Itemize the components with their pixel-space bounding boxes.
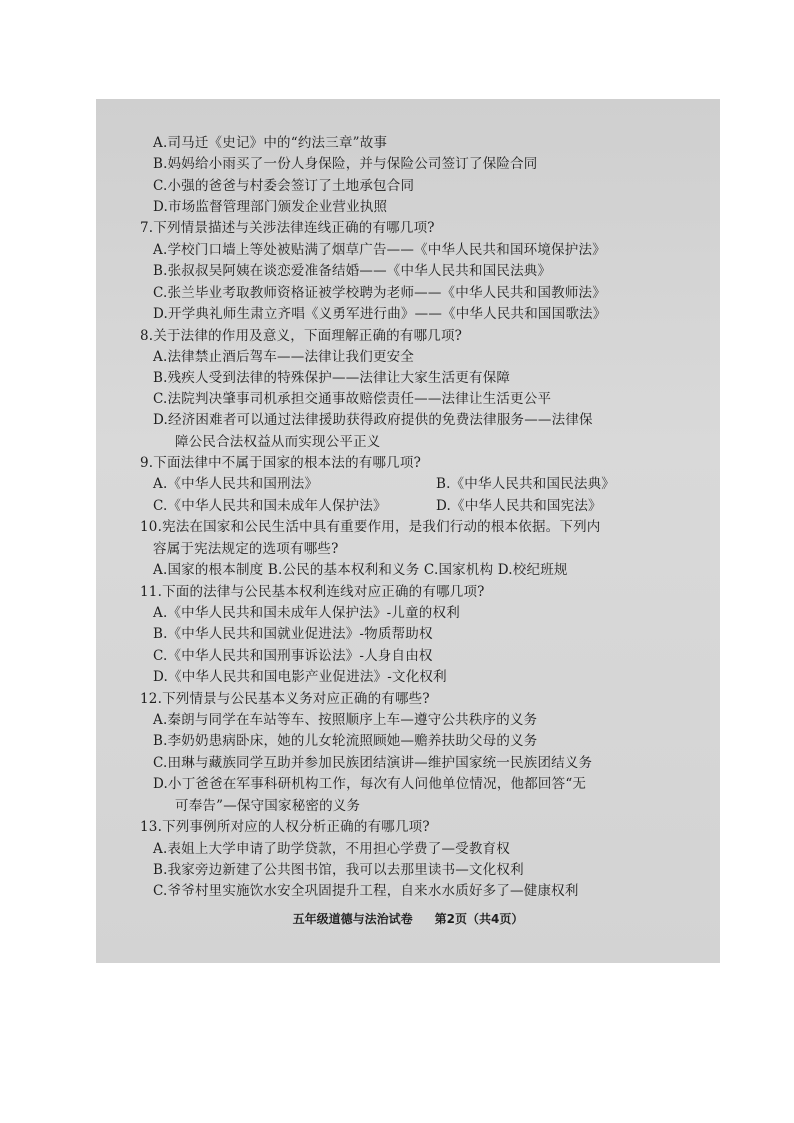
q6-option-c: C.小强的爸爸与村委会签订了土地承包合同 [153, 178, 415, 194]
q9-stem: 9.下面法律中不属于国家的根本法的有哪几项? [140, 455, 422, 471]
q13-option-b: B.我家旁边新建了公共图书馆，我可以去那里读书—文化权利 [153, 862, 524, 878]
q11-option-d: D.《中华人民共和国电影产业促进法》-文化权利 [153, 669, 447, 685]
q10-options: A.国家的根本制度 B.公民的基本权利和义务 C.国家机构 D.校纪班规 [153, 562, 568, 578]
exam-page [96, 99, 720, 963]
q9-option-a: A.《中华人民共和国刑法》 [153, 476, 319, 492]
q10-stem-continued: 容属于宪法规定的选项有哪些? [153, 541, 339, 557]
q7-option-c: C.张兰毕业考取教师资格证被学校聘为老师——《中华人民共和国教师法》 [153, 285, 606, 301]
q7-option-a: A.学校门口墙上等处被贴满了烟草广告——《中华人民共和国环境保护法》 [153, 242, 606, 258]
q12-stem: 12.下列情景与公民基本义务对应正确的有哪些? [140, 691, 430, 707]
q13-option-c: C.爷爷村里实施饮水安全巩固提升工程，自来水水质好多了—健康权利 [153, 883, 579, 899]
page-footer [96, 910, 720, 927]
q12-option-d: D.小丁爸爸在军事科研机构工作，每次有人问他单位情况，他都回答“无 [153, 776, 587, 792]
q8-stem: 8.关于法律的作用及意义，下面理解正确的有哪几项? [140, 328, 463, 344]
q8-option-c: C.法院判决肇事司机承担交通事故赔偿责任——法律让生活更公平 [153, 391, 552, 407]
q12-option-b: B.李奶奶患病卧床，她的儿女轮流照顾她—赡养扶助父母的义务 [153, 733, 538, 749]
q11-option-c: C.《中华人民共和国刑事诉讼法》-人身自由权 [153, 648, 433, 664]
q9-option-d: D.《中华人民共和国宪法》 [436, 498, 602, 514]
q9-option-c: C.《中华人民共和国未成年人保护法》 [153, 498, 387, 514]
q11-stem: 11.下面的法律与公民基本权利连线对应正确的有哪几项? [140, 584, 485, 600]
q6-option-b: B.妈妈给小雨买了一份人身保险，并与保险公司签订了保险合同 [153, 156, 538, 172]
q12-option-d-continued: 可奉告”—保守国家秘密的义务 [175, 798, 361, 814]
q10-stem: 10.宪法在国家和公民生活中具有重要作用，是我们行动的根本依据。下列内 [140, 519, 601, 535]
q9-option-b: B.《中华人民共和国民法典》 [436, 476, 616, 492]
q8-option-d: D.经济困难者可以通过法律援助获得政府提供的免费法律服务——法律保 [153, 412, 593, 428]
q8-option-d-continued: 障公民合法权益从而实现公平正义 [175, 434, 381, 450]
q12-option-a: A.秦朗与同学在车站等车、按照顺序上车—遵守公共秩序的义务 [153, 712, 538, 728]
q7-option-b: B.张叔叔吴阿姨在谈恋爱准备结婚——《中华人民共和国民法典》 [153, 263, 552, 279]
q13-stem: 13.下列事例所对应的人权分析正确的有哪几项? [140, 819, 430, 835]
q7-stem: 7.下列情景描述与关涉法律连线正确的有哪几项? [140, 220, 435, 236]
q11-option-a: A.《中华人民共和国未成年人保护法》-儿童的权利 [153, 605, 460, 621]
q12-option-c: C.田琳与藏族同学互助并参加民族团结演讲—维护国家统一民族团结义务 [153, 755, 593, 771]
q8-option-a: A.法律禁止酒后驾车——法律让我们更安全 [153, 349, 415, 365]
q6-option-a: A.司马迁《史记》中的“约法三章”故事 [153, 135, 388, 151]
q11-option-b: B.《中华人民共和国就业促进法》-物质帮助权 [153, 626, 433, 642]
q7-option-d: D.开学典礼师生肃立齐唱《义勇军进行曲》——《中华人民共和国国歌法》 [153, 306, 607, 322]
footer-page-number: 第2页（共4页） [434, 912, 524, 926]
q13-option-a: A.表姐上大学申请了助学贷款，不用担心学费了—受教育权 [153, 841, 510, 857]
footer-exam-title: 五年级道德与法治试卷 [292, 912, 413, 926]
q6-option-d: D.市场监督管理部门颁发企业营业执照 [153, 199, 388, 215]
q8-option-b: B.残疾人受到法律的特殊保护——法律让大家生活更有保障 [153, 370, 511, 386]
